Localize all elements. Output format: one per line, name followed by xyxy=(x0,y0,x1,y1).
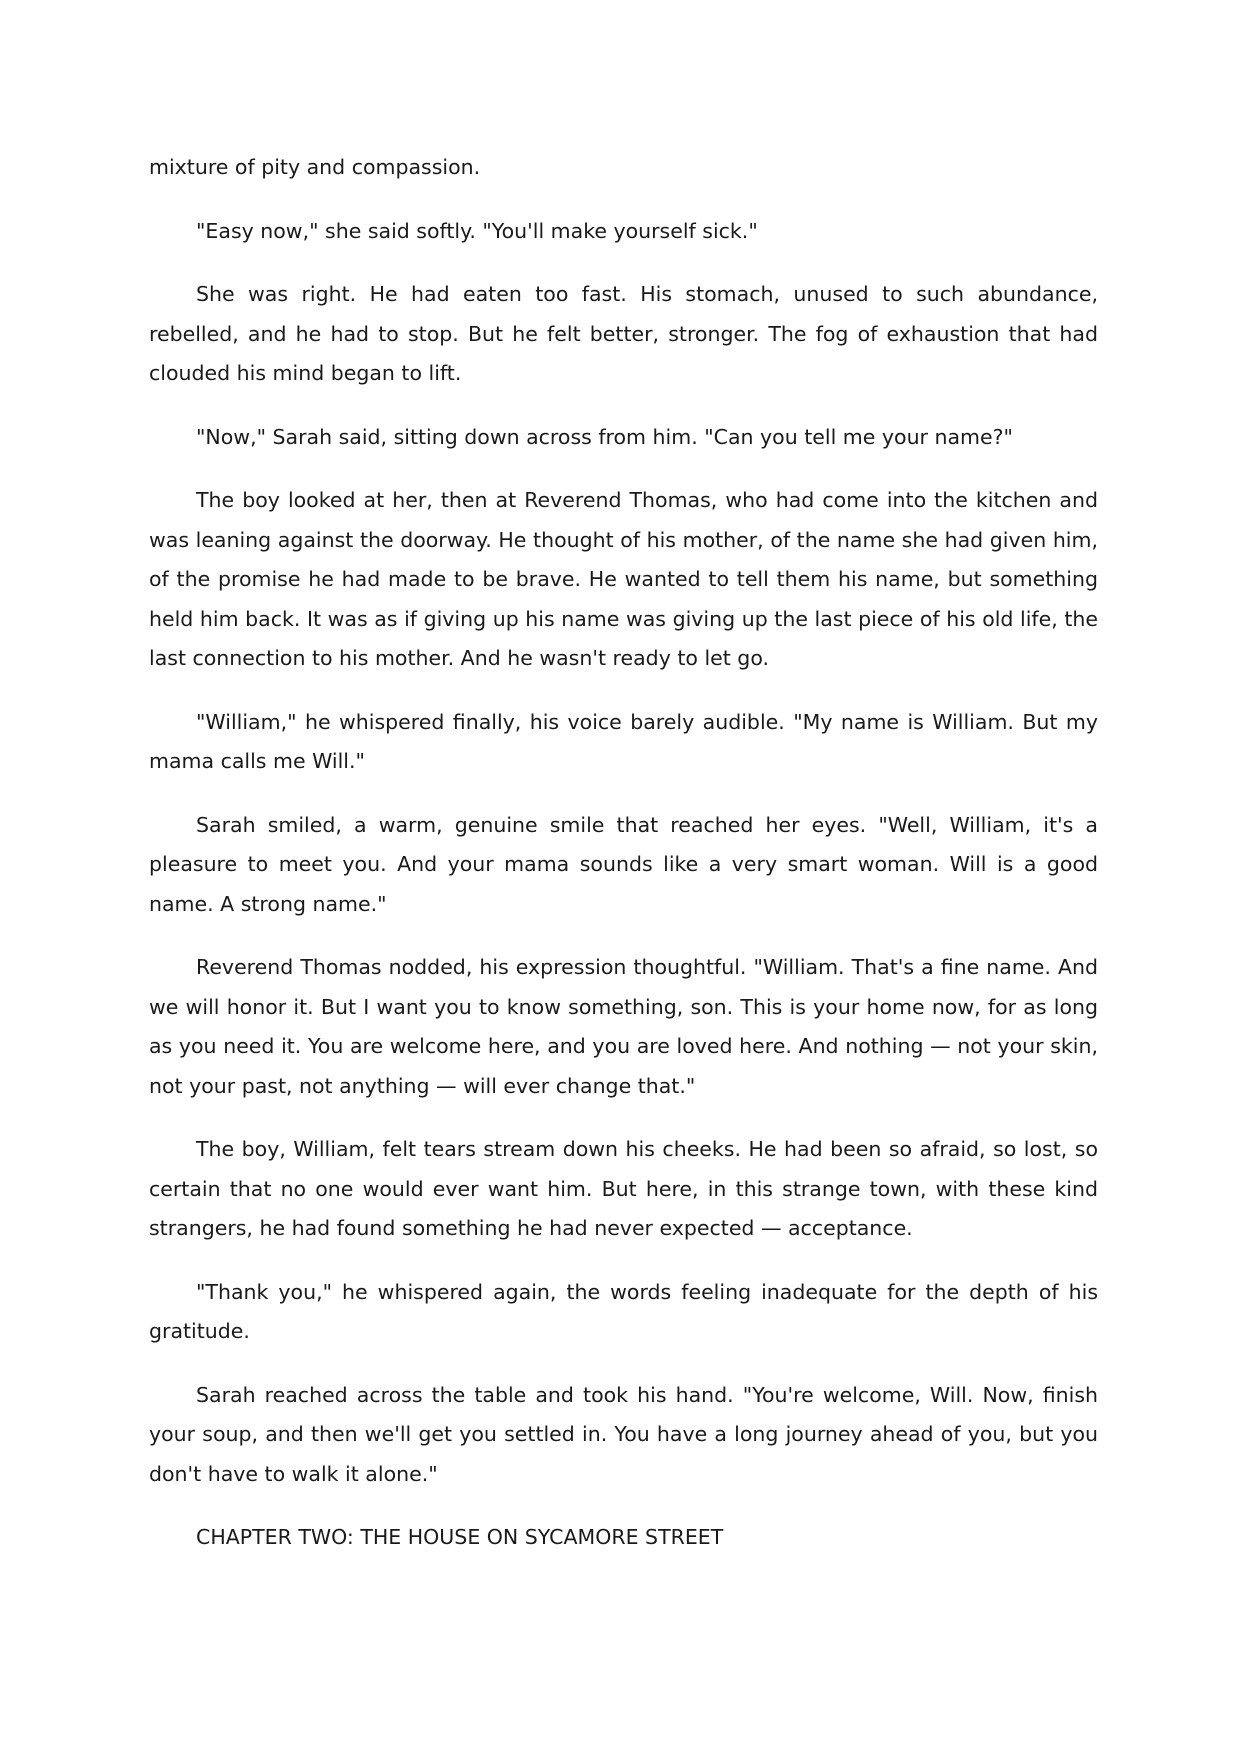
paragraph-6: "William," he whispered finally, his voice barely audible. "My name is William. But my mama calls me Will." xyxy=(149,709,1098,773)
paragraph-2: "Easy now," she said softly. "You'll make yourself sick." xyxy=(196,218,758,243)
document-page xyxy=(149,148,1098,1582)
paragraph-10: "Thank you," he whispered again, the words feeling inadequate for the depth of his gratitude. xyxy=(149,1279,1098,1343)
paragraph-7: Sarah smiled, a warm, genuine smile that reached her eyes. "Well, William, it's a pleasure to meet you. And your mama sounds like a very smart woman. Will is a good name. A strong name." xyxy=(149,812,1098,916)
paragraph-8: Reverend Thomas nodded, his expression thoughtful. "William. That's a fine name. And we will honor it. But I want you to know something, son. This is your home now, for as long as you need it. You are welcome here, and you are loved here. And nothing — not your skin, not your past, not anything — will ever change that." xyxy=(149,955,1098,1098)
paragraph-11: Sarah reached across the table and took his hand. "You're welcome, Will. Now, finish your soup, and then we'll get you settled in. You have a long journey ahead of you, but you don't have to walk it alone." xyxy=(149,1382,1098,1486)
chapter-heading: CHAPTER TWO: THE HOUSE ON SYCAMORE STREET xyxy=(196,1525,724,1549)
paragraph-3: She was right. He had eaten too fast. His stomach, unused to such abundance, rebelled, and he had to stop. But he felt better, stronger. The fog of exhaustion that had clouded his mind began to lift. xyxy=(149,282,1098,385)
paragraph-5: The boy looked at her, then at Reverend Thomas, who had come into the kitchen and was leaning against the doorway. He thought of his mother, of the name she had given him, of the promise he had made to be brave. He wanted to tell them his name, but something held him back. It was as if giving up his name was giving up the last piece of his old life, the last connection to his mother. And he wasn't ready to let go. xyxy=(149,488,1098,670)
paragraph-9: The boy, William, felt tears stream down his cheeks. He had been so afraid, so lost, so certain that no one would ever want him. But here, in this strange town, with these kind strangers, he had found something he had never expected — acceptance. xyxy=(149,1137,1098,1240)
paragraph-4: "Now," Sarah said, sitting down across from him. "Can you tell me your name?" xyxy=(196,424,1013,449)
paragraph-1: mixture of pity and compassion. xyxy=(149,155,481,179)
